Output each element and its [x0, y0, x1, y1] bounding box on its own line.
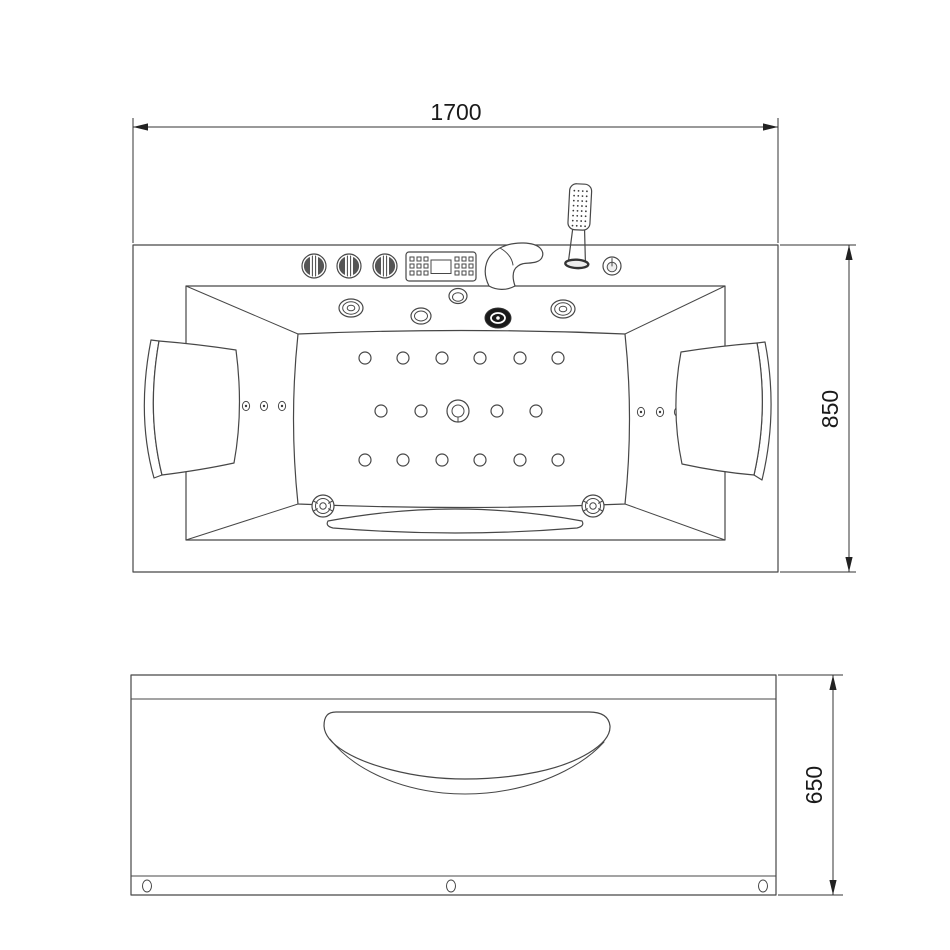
- floor-jet-row-top: [359, 352, 564, 364]
- base-vent-holes: [143, 880, 768, 892]
- front-view: [131, 675, 776, 895]
- headrest-left: [144, 340, 239, 478]
- dimension-length-label: 1700: [430, 99, 482, 125]
- dimension-length: [133, 99, 778, 243]
- control-knob-2: [337, 254, 361, 278]
- waterfall-spout-icon: [485, 243, 543, 289]
- arrowhead-left: [133, 123, 148, 130]
- suction-ring: [411, 308, 431, 324]
- arrowhead-down: [829, 880, 836, 895]
- air-control-knob: [449, 289, 467, 304]
- seat-fixtures: [312, 495, 604, 533]
- floor-jet-row-middle: [375, 405, 542, 417]
- apron-recess: [324, 712, 610, 794]
- arrowhead-right: [763, 123, 778, 130]
- seat-jet-left: [312, 495, 334, 517]
- drain-fitting: [485, 308, 511, 328]
- control-knob-3: [373, 254, 397, 278]
- headrest-right: [676, 342, 771, 480]
- upper-basin-fixtures: [339, 289, 575, 329]
- dimension-width: [780, 245, 856, 572]
- whirlpool-jet: [551, 300, 575, 318]
- front-panel-outline: [131, 675, 776, 895]
- dimension-height-label: 650: [801, 765, 827, 805]
- side-jets-left: [242, 401, 285, 410]
- side-jets-right: [637, 407, 681, 416]
- whirlpool-jet: [339, 299, 363, 317]
- arrowhead-down: [845, 557, 852, 572]
- control-panel: [406, 252, 476, 281]
- power-button: [603, 257, 621, 275]
- grab-slot: [327, 509, 583, 533]
- center-drain: [447, 400, 469, 422]
- floor-jets: [359, 352, 564, 466]
- dimension-width-label: 850: [817, 389, 843, 429]
- basin-floor: [294, 331, 630, 508]
- top-view: [133, 183, 778, 572]
- arrowhead-up: [829, 675, 836, 690]
- deck-fixtures: [302, 183, 621, 289]
- dimension-height: [778, 675, 843, 895]
- seat-jet-right: [582, 495, 604, 517]
- control-knob-1: [302, 254, 326, 278]
- arrowhead-up: [845, 245, 852, 260]
- floor-jet-row-bottom: [359, 454, 564, 466]
- hand-shower-icon: [565, 183, 592, 268]
